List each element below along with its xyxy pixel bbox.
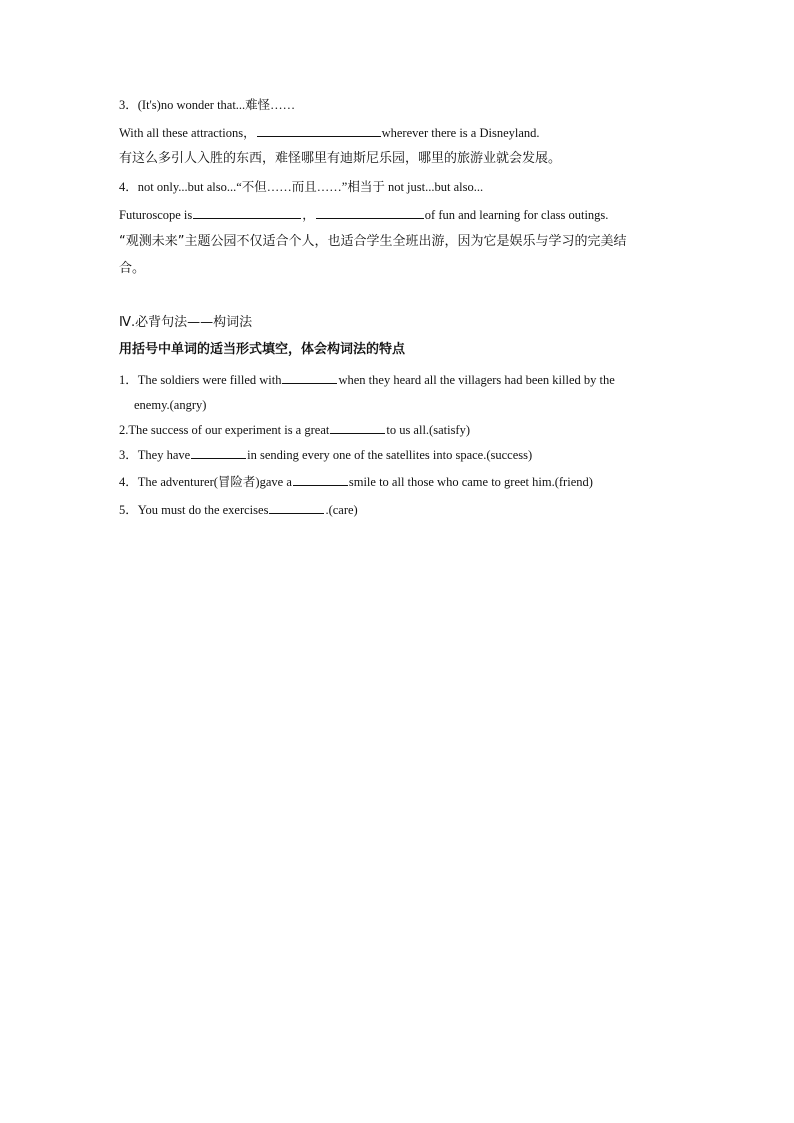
answer-blank[interactable]	[293, 473, 348, 486]
section3-example: With all these attractions， wherever there is a Disneyland.	[119, 126, 540, 140]
answer-blank[interactable]	[269, 501, 324, 514]
answer-blank[interactable]	[257, 124, 381, 137]
part4-instruction: 用括号中单词的适当形式填空，体会构词法的特点	[119, 342, 406, 357]
section4-translation-line2: 合。	[119, 261, 146, 276]
exercise-item-1: 1．The soldiers were filled with when they heard all the villagers had been killed by the	[119, 373, 615, 387]
section3-heading: 3．(It's)no wonder that...难怪……	[119, 98, 296, 112]
section4-example: Futuroscope is ， of fun and learning for class outings.	[119, 208, 609, 222]
answer-blank[interactable]	[330, 421, 385, 434]
exercise-item-2: 2.The success of our experiment is a great to us all.(satisfy)	[119, 423, 471, 437]
answer-blank[interactable]	[191, 446, 246, 459]
answer-blank[interactable]	[316, 206, 424, 219]
answer-blank[interactable]	[282, 371, 337, 384]
exercise-item-5: 5．You must do the exercises .(care)	[119, 503, 358, 517]
section3-translation: 有这么多引人入胜的东西，难怪哪里有迪斯尼乐园，哪里的旅游业就会发展。	[119, 151, 562, 166]
exercise-item-4: 4．The adventurer(冒险者)gave a smile to all those who came to greet him.(friend)	[119, 475, 593, 489]
part4-title: Ⅳ.必背句法——构词法	[119, 315, 253, 330]
exercise-item-3: 3．They have in sending every one of the satellites into space.(success)	[119, 448, 533, 462]
answer-blank[interactable]	[193, 206, 301, 219]
section4-translation-line1: “观测未来”主题公园不仅适合个人，也适合学生全班出游，因为它是娱乐与学习的完美结	[119, 234, 627, 249]
section4-heading: 4．not only...but also...“不但……而且……”相当于 not just...but also...	[119, 180, 484, 194]
exercise-item-1-continued: enemy.(angry)	[134, 398, 207, 412]
